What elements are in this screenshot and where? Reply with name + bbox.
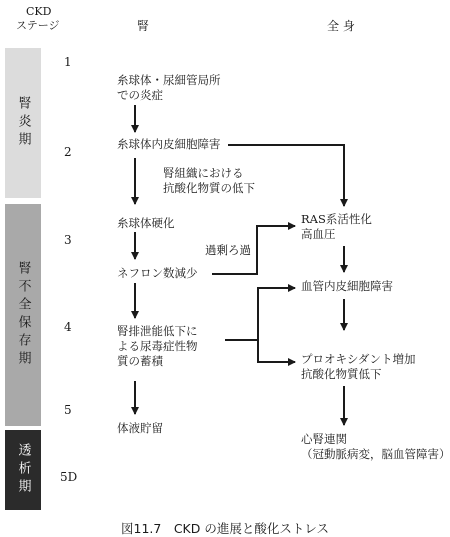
uremic-line2: よる尿毒症性物 bbox=[117, 339, 198, 353]
systemic-node-vascular-endothelial-damage: 血管内皮細胞障害 bbox=[301, 279, 393, 293]
kidney-node-inflammation-line1: 糸球体・尿細管局所 bbox=[117, 73, 221, 87]
arrow-uremic-to-prooxidant bbox=[258, 340, 295, 362]
prooxidant-line1: プロオキシダント増加 bbox=[301, 352, 416, 366]
side-note-line2: 抗酸化物質の低下 bbox=[163, 181, 255, 195]
cardiorenal-line2: （冠動脈病変，脳血管障害） bbox=[301, 447, 450, 461]
stage-header: ステージ bbox=[16, 19, 60, 32]
figure-caption: 図11.7 CKD の進展と酸化ストレス bbox=[121, 521, 329, 536]
uremic-line1: 腎排泄能低下に bbox=[117, 324, 198, 338]
stage-1: 1 bbox=[64, 55, 72, 69]
arrow-endothelial-to-ras bbox=[228, 145, 344, 206]
phase-label-nephritis: 腎炎期 bbox=[15, 96, 31, 150]
kidney-header: 腎 bbox=[137, 19, 150, 33]
kidney-node-glomerulosclerosis: 糸球体硬化 bbox=[117, 216, 175, 230]
stage-4: 4 bbox=[64, 320, 72, 334]
ras-line1: RAS系活性化 bbox=[301, 212, 372, 226]
systemic-header: 全 身 bbox=[327, 19, 355, 33]
side-note-line1: 腎組織における bbox=[163, 166, 244, 180]
stage-3: 3 bbox=[64, 233, 72, 247]
kidney-node-glomerular-endothelial-damage: 糸球体内皮細胞障害 bbox=[117, 137, 221, 151]
hyperfiltration-label: 過剰ろ過 bbox=[205, 243, 251, 257]
phase-label-dialysis: 透析期 bbox=[15, 443, 31, 497]
ckd-header: CKD bbox=[26, 5, 52, 18]
uremic-line3: 質の蓄積 bbox=[117, 354, 163, 368]
arrow-nephron-loss-to-ras bbox=[212, 226, 295, 274]
kidney-node-inflammation-line2: での炎症 bbox=[117, 88, 163, 102]
cardiorenal-line1: 心腎連関 bbox=[301, 432, 347, 446]
phase-label-renal-insufficiency: 腎不全保存期 bbox=[15, 261, 31, 369]
stage-5: 5 bbox=[64, 403, 72, 417]
kidney-node-fluid-retention: 体液貯留 bbox=[117, 421, 163, 435]
arrow-uremic-to-vascular bbox=[225, 288, 295, 340]
stage-5d: 5D bbox=[60, 470, 78, 484]
ras-line2: 高血圧 bbox=[301, 227, 336, 241]
stage-2: 2 bbox=[64, 145, 72, 159]
kidney-node-nephron-loss: ネフロン数減少 bbox=[117, 266, 198, 280]
prooxidant-line2: 抗酸化物質低下 bbox=[301, 367, 382, 381]
